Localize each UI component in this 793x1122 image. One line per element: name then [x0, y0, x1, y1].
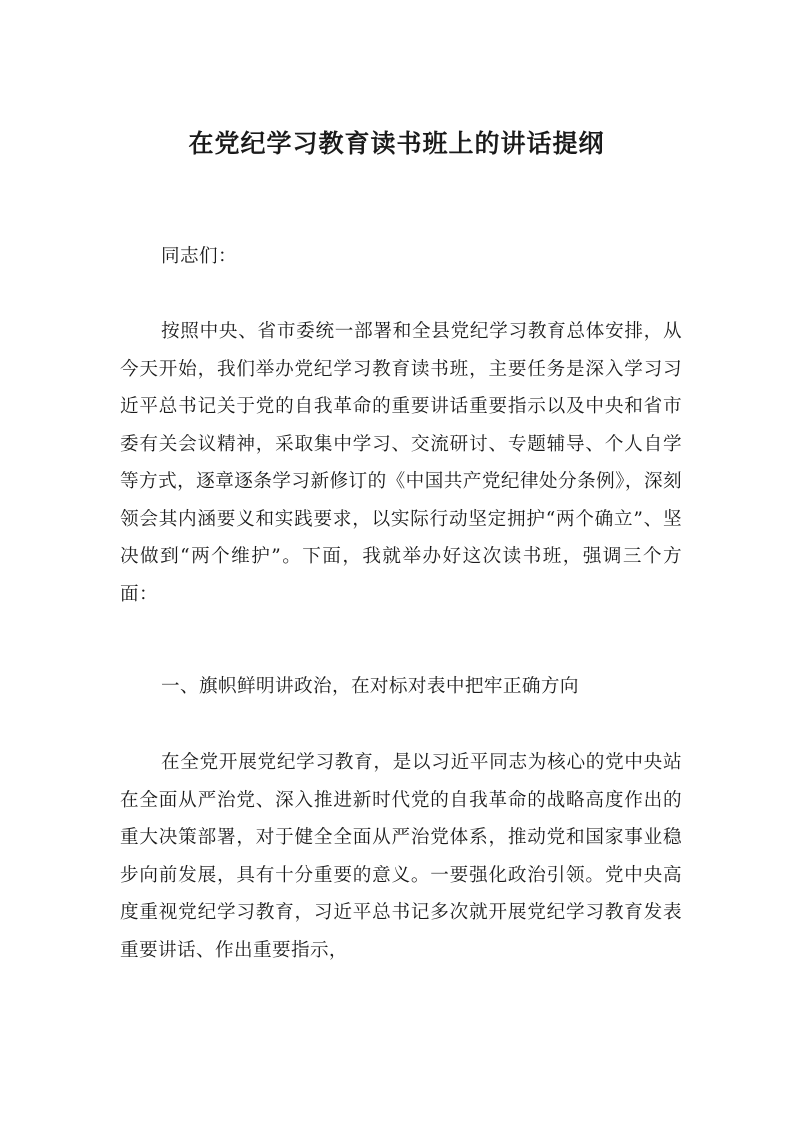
- body-paragraph-2: 在全党开展党纪学习教育，是以习近平同志为核心的党中央站在全面从严治党、深入推进新时代党的自我革命的战略高度作出的重大决策部署，对于健全全面从严治党体系，推动党和国家事业稳步向前发展，具有十分重要的意义。一要强化政治引领。党中央高度重视党纪学习教育，习近平总书记多次就开展党纪学习教育发表重要讲话、作出重要指示，: [120, 752, 682, 961]
- section-heading-1: 一、旗帜鲜明讲政治，在对标对表中把牢正确方向: [161, 676, 579, 697]
- body-paragraph-1: 按照中央、省市委统一部署和全县党纪学习教育总体安排，从今天开始，我们举办党纪学习教育读书班，主要任务是深入学习习近平总书记关于党的自我革命的重要讲话重要指示以及中央和省市委有关会议精神，采取集中学习、交流研讨、专题辅导、个人自学等方式，逐章逐条学习新修订的《中国共产党纪律处分条例》，深刻领会其内涵要义和实践要求，以实际行动坚定拥护“两个确立”、坚决做到“两个维护”。下面，我就举办好这次读书班，强调三个方面：: [120, 321, 682, 605]
- salutation: 同志们：: [161, 246, 237, 267]
- document-title: 在党纪学习教育读书班上的讲话提纲: [188, 129, 605, 158]
